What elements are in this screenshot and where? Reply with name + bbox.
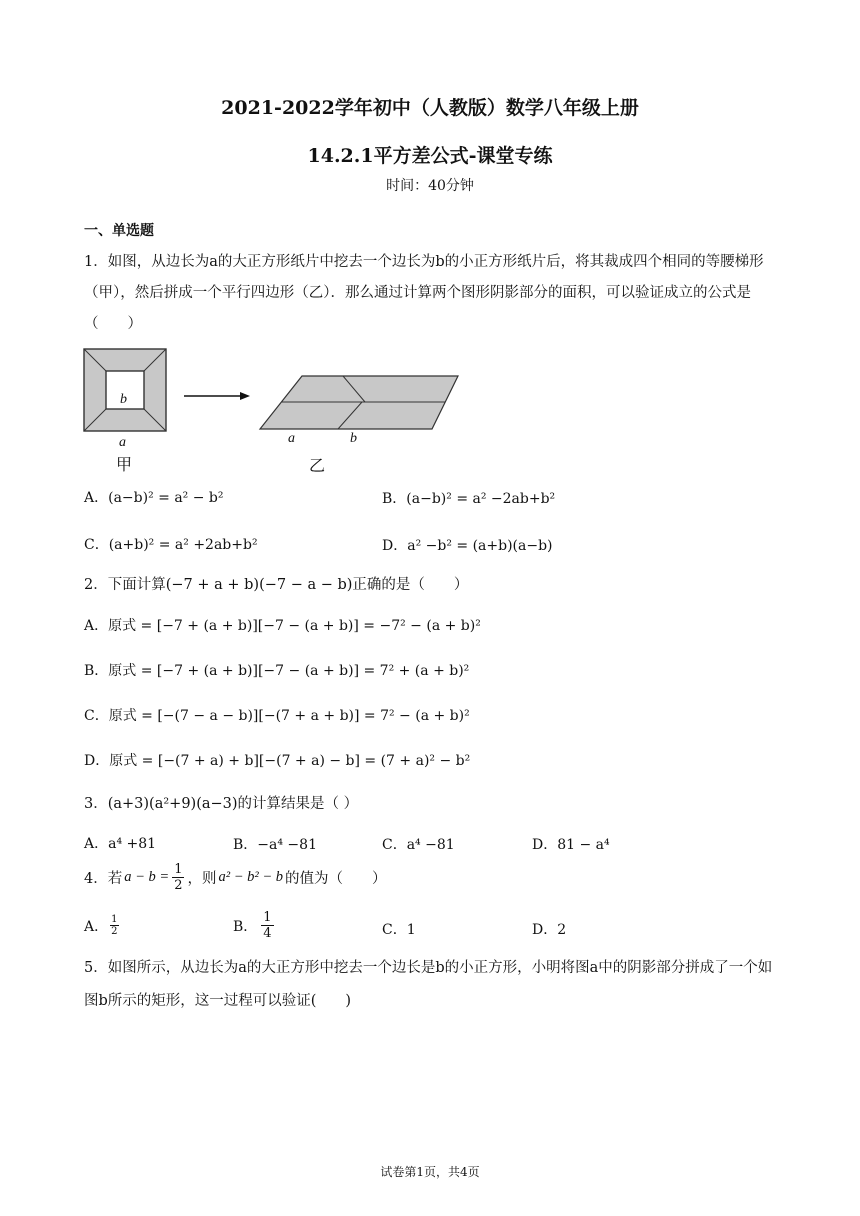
- question-4-stem: [84, 862, 386, 893]
- q4-option-b: [233, 910, 274, 941]
- q4-option-a-label: A．: [84, 918, 109, 935]
- q1-option-c: C．(a+b)² = a² +2ab+b²: [84, 537, 258, 553]
- question-2-stem: 2．下面计算(−7 + a + b)(−7 − a − b)正确的是（ ）: [84, 577, 469, 593]
- figure-label-b-yi: b: [350, 431, 357, 446]
- q1-option-b: B．(a−b)² = a² −2ab+b²: [382, 491, 556, 507]
- q4-fraction: [172, 862, 184, 893]
- q4-frac-den: 2: [174, 878, 183, 893]
- q4-option-a: [84, 914, 119, 937]
- figure-yi-parallelogram: [260, 376, 458, 429]
- question-5-stem: 5．如图所示，从边长为a的大正方形中挖去一个边长是b的小正方形，小明将图a中的阴影部分拼成了一个如图b所示的矩形，这一过程可以验证( ): [84, 960, 773, 1009]
- q4-option-b-label: B．: [233, 918, 258, 935]
- page-title: 2021-2022学年初中（人教版）数学八年级上册: [221, 97, 639, 119]
- section-heading: 一、单选题: [84, 223, 154, 239]
- figure-label-yi: 乙: [309, 456, 326, 475]
- q3-option-c: C．a⁴ −81: [382, 837, 455, 853]
- q3-option-b: B．−a⁴ −81: [233, 837, 317, 853]
- question-3-stem: 3．(a+3)(a²+9)(a−3)的计算结果是（ ）: [84, 796, 359, 812]
- figure-label-a: a: [119, 435, 126, 450]
- arrow-icon: [184, 392, 250, 400]
- q4-stem-before: 4．若: [84, 871, 123, 887]
- q4-option-d: D．2: [532, 922, 567, 938]
- q4-option-a-fraction: [110, 914, 118, 937]
- q4-option-b-fraction: [261, 910, 273, 941]
- q4-option-b-num: 1: [263, 910, 272, 925]
- page-footer: 试卷第1页，共4页: [380, 1165, 480, 1179]
- figure-label-a-yi: a: [288, 431, 295, 446]
- figure-jia-square: [84, 349, 166, 431]
- q4-option-a-num: 1: [111, 914, 118, 925]
- q2-option-c: C．原式 = [−(7 − a − b)][−(7 + a + b)] = 7² − (a + b)²: [84, 708, 470, 724]
- q4-stem-end: 的值为（ ）: [284, 871, 387, 887]
- q4-frac-num: 1: [174, 862, 183, 877]
- figure-label-jia: 甲: [116, 455, 133, 474]
- q4-condition: a − b =: [124, 869, 170, 885]
- q3-option-d: D．81 − a⁴: [532, 837, 610, 853]
- q2-option-d: D．原式 = [−(7 + a) + b][−(7 + a) − b] = (7 + a)² − b²: [84, 753, 471, 769]
- q2-option-a: A．原式 = [−7 + (a + b)][−7 − (a + b)] = −7² − (a + b)²: [84, 618, 481, 634]
- question-1-stem: 1．如图，从边长为a的大正方形纸片中挖去一个边长为b的小正方形纸片后，将其裁成四个相同的等腰梯形（甲），然后拼成一个平行四边形（乙）．那么通过计算两个图形阴影部分的面积，可以验证成立的公式是（ ）: [84, 254, 764, 332]
- figure-label-b: b: [120, 392, 127, 407]
- page-subtitle: 14.2.1平方差公式-课堂专练: [307, 145, 553, 167]
- q4-stem-after: ，则: [187, 871, 217, 887]
- q1-option-d: D．a² −b² = (a+b)(a−b): [382, 538, 553, 554]
- q2-option-b: B．原式 = [−7 + (a + b)][−7 − (a + b)] = 7² + (a + b)²: [84, 663, 470, 679]
- question-1-figure: [80, 345, 480, 475]
- time-limit: 时间：40分钟: [386, 178, 474, 194]
- q1-option-a: A．(a−b)² = a² − b²: [84, 490, 224, 506]
- q4-option-c: C．1: [382, 922, 416, 938]
- q3-option-a: A．a⁴ +81: [84, 836, 157, 852]
- q4-option-b-den: 4: [263, 926, 272, 941]
- q4-expression: a² − b² − b: [218, 869, 283, 885]
- q4-option-a-den: 2: [111, 926, 118, 937]
